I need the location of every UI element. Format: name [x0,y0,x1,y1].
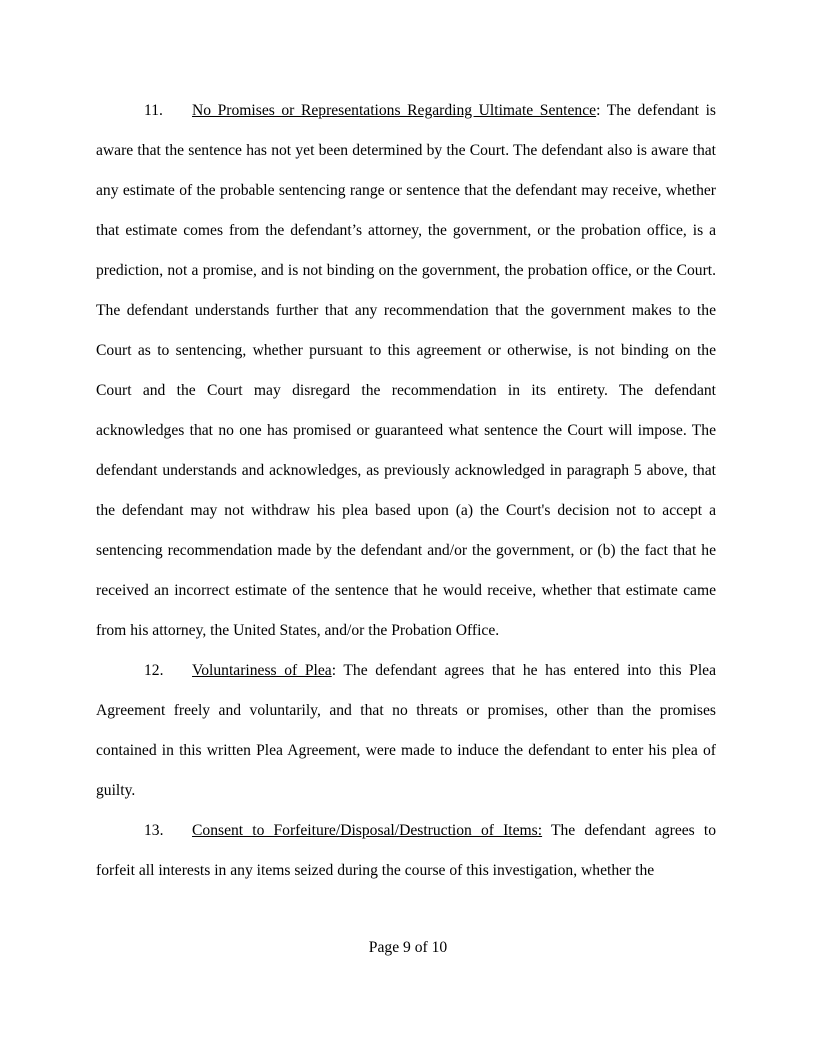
paragraph-heading: Voluntariness of Plea [192,662,332,679]
paragraph-12 [96,651,716,811]
paragraph-number: 11. [144,102,163,119]
heading-suffix: : [331,662,337,679]
paragraph-text: The defendant is aware that the sentence has not yet been determined by the Court. The defendant also is aware that any estimate of the probable sentencing range or sentence that the defendant may receive, whether that estimate comes from the defendant’s attorney, the government, or the probation office, is a prediction, not a promise, and is not binding on the government, the probation office, or the Court. The defendant understands further that any recommendation that the government makes to the Court as to sentencing, whether pursuant to this agreement or otherwise, is not binding on the Court and the Court may disregard the recommendation in its entirety. The defendant acknowledges that no one has promised or guaranteed what sentence the Court will impose. The defendant understands and acknowledges, as previously acknowledged in paragraph 5 above, that the defendant may not withdraw his plea based upon (a) the Court's decision not to accept a sentencing recommendation made by the defendant and/or the government, or (b) the fact that he received an incorrect estimate of the sentence that he would receive, whether that estimate came from his attorney, the United States, and/or the Probation Office. [96,102,716,639]
paragraph-number: 12. [144,662,164,679]
paragraph-text: The defendant agrees that he has entered into this Plea Agreement freely and voluntarily, and that no threats or promises, other than the promises contained in this written Plea Agreement, were made to induce the defendant to enter his plea of guilty. [96,662,716,799]
paragraph-text: The defendant agrees to forfeit all interests in any items seized during the course of this investigation, whether the [96,822,717,879]
paragraph-11 [96,91,716,651]
paragraph-heading: No Promises or Representations Regarding Ultimate Sentence [192,102,597,119]
document-body [96,91,716,891]
heading-suffix: : [596,102,601,119]
paragraph-heading: Consent to Forfeiture/Disposal/Destruction of Items: [192,822,543,839]
paragraph-13 [96,811,716,891]
paragraph-number: 13. [144,822,164,839]
page-number-footer: Page 9 of 10 [368,939,448,956]
